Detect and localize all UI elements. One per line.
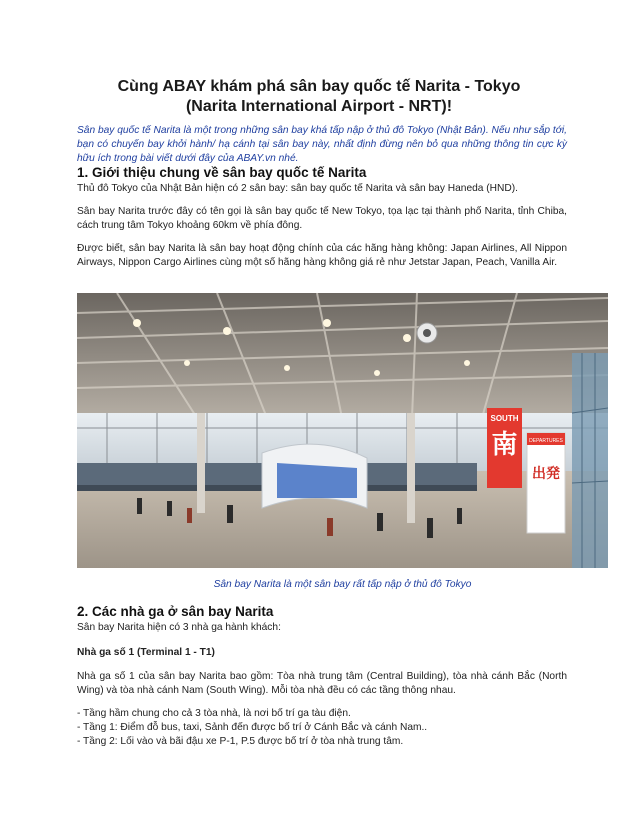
floor-item: - Tầng 1: Điểm đỗ bus, taxi, Sảnh đến được bố trí ở Cánh Bắc và cánh Nam.. — [77, 722, 428, 733]
airport-photo — [77, 293, 608, 568]
section-1-paragraph-1: Thủ đô Tokyo của Nhật Bản hiện có 2 sân bay: sân bay quốc tế Narita và sân bay Haneda (HND). — [77, 183, 518, 194]
photo-caption: Sân bay Narita là một sân bay rất tấp nập ở thủ đô Tokyo — [213, 579, 472, 590]
section-1-heading: 1. Giới thiệu chung về sân bay quốc tế Narita — [77, 165, 367, 180]
title-line-1: Cùng ABAY khám phá sân bay quốc tế Narita - Tokyo — [117, 78, 521, 95]
section-2-paragraph-1: Sân bay Narita hiện có 3 nhà ga hành khách: — [77, 622, 281, 633]
floor-item: - Tầng hầm chung cho cả 3 tòa nhà, là nơi bố trí ga tàu điện. — [77, 708, 351, 719]
departures-sign-label: DEPARTURES — [529, 438, 563, 444]
airport-hall-illustration — [77, 293, 608, 568]
floor-item: - Tầng 2: Lối vào và bãi đậu xe P-1, P.5 được bố trí ở tòa nhà trung tâm. — [77, 736, 404, 747]
section-2-paragraph-2: Nhà ga số 1 của sân bay Narita bao gồm: Tòa nhà trung tâm (Central Building), tòa nhà cánh Bắc (North Wing) và tòa nhà cánh Nam (South Wing). Mỗi tòa nhà đều có các tầng thông nhau. — [77, 671, 567, 696]
page-title — [78, 77, 560, 117]
section-2-heading: 2. Các nhà ga ở sân bay Narita — [77, 604, 274, 619]
intro-paragraph: Sân bay quốc tế Narita là một trong những sân bay khá tấp nập ở thủ đô Tokyo (Nhật Bản). Nếu như sắp tới, bạn có chuyến bay khởi hành/ hạ cánh tại sân bay này, nhất định đừng nên bỏ qua những thông tin cực kỳ hữu ích trong bài viết dưới đây của ABAY.vn nhé. — [77, 125, 567, 164]
section-1-paragraph-3: Được biết, sân bay Narita là sân bay hoạt động chính của các hãng hàng không: Japan Airlines, All Nippon Airways, Nippon Cargo Airlines cùng một số hãng hàng không giá rẻ như Jetstar Japan, Peach, Vanilla Air. — [77, 243, 567, 268]
south-sign-kanji: 南 — [491, 430, 518, 460]
section-1-paragraph-2: Sân bay Narita trước đây có tên gọi là sân bay quốc tế New Tokyo, tọa lạc tại thành phố Narita, tỉnh Chiba, cách trung tâm Tokyo khoảng 60km về phía đông. — [77, 206, 567, 231]
title-line-2: (Narita International Airport - NRT)! — [185, 98, 453, 115]
south-sign-label: SOUTH — [490, 414, 519, 423]
terminal-1-subheading: Nhà ga số 1 (Terminal 1 - T1) — [77, 647, 215, 658]
departures-sign — [527, 433, 565, 533]
departures-sign-kanji: 出発 — [532, 466, 560, 482]
